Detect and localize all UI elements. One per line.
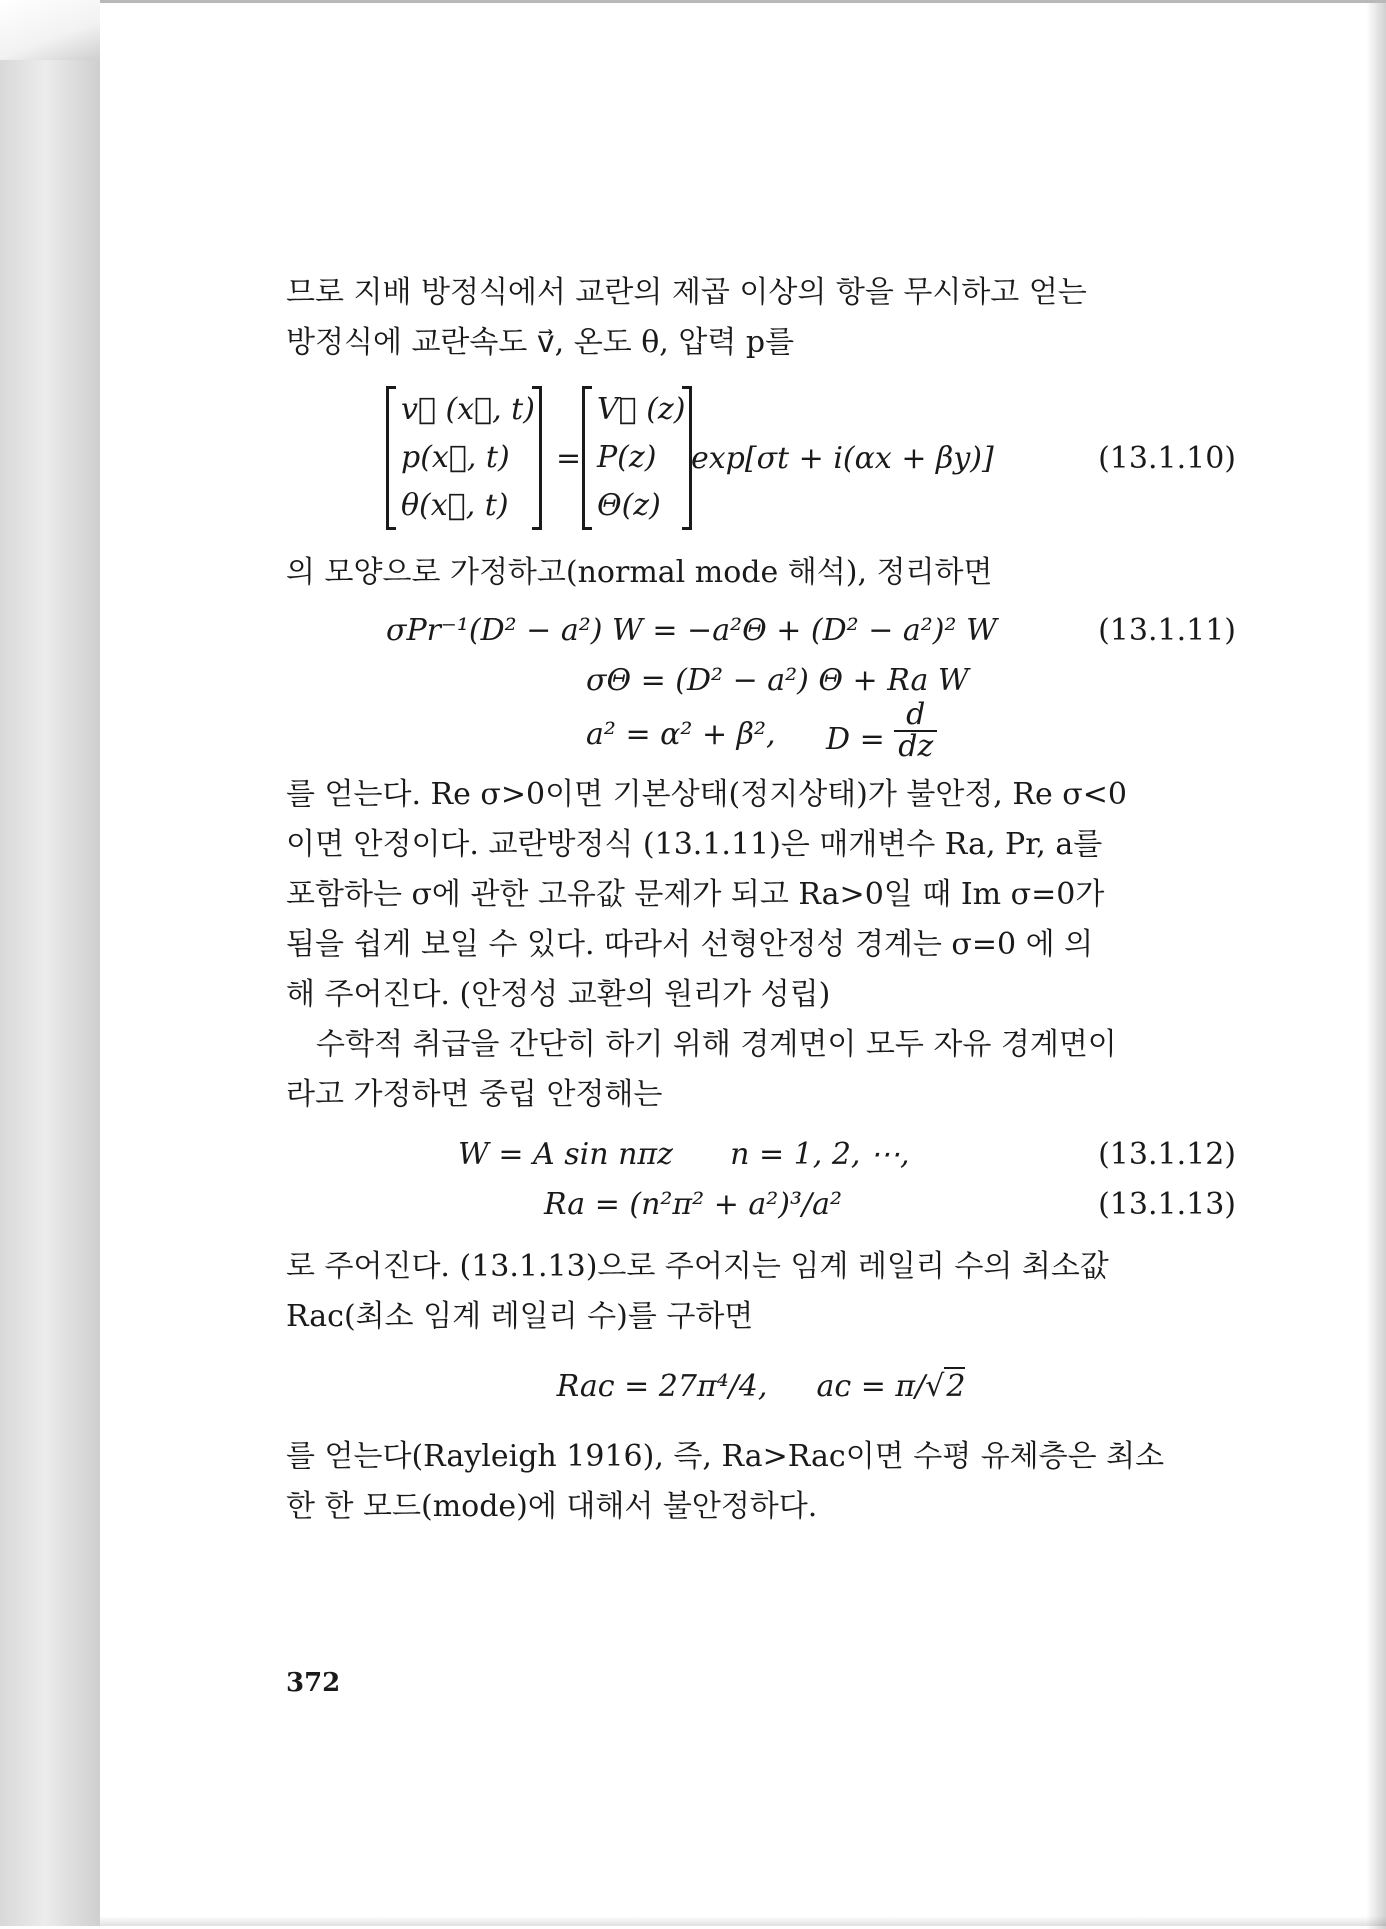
- paragraph-3-line-5: 해 주어진다. (안정성 교환의 원리가 성립): [286, 977, 831, 1012]
- paragraph-1-line-2: 방정식에 교란속도 v⃗, 온도 θ, 압력 p를: [286, 325, 795, 360]
- sqrt-radicand: 2: [946, 1369, 966, 1404]
- equation-13-1-11-line-2: σΘ = (D² − a²) Θ + Ra W: [586, 663, 969, 698]
- equation-13-1-11-line-3-right: [826, 697, 937, 772]
- left-matrix-row: θ(x⃗, t): [401, 488, 509, 523]
- paragraph-6-line-1: 를 얻는다(Rayleigh 1916), 즉, Ra>Raᴄ이면 수평 유체층은 최소: [286, 1439, 1165, 1474]
- derivative-operator-lhs: D =: [826, 722, 885, 757]
- fraction-numerator: d: [894, 700, 937, 732]
- page-content: [286, 268, 1236, 1532]
- paragraph-2: 의 모양으로 가정하고(normal mode 해석), 정리하면: [286, 555, 993, 590]
- page-right-shadow: [1366, 3, 1386, 1929]
- equation-13-1-13: Ra = (n²π² + a²)³/a²: [544, 1187, 843, 1222]
- critical-rayleigh-lhs: Raᴄ = 27π⁴/4,: [556, 1369, 768, 1404]
- paragraph-3-line-3: 포함하는 σ에 관한 고유값 문제가 되고 Ra>0일 때 Im σ=0가: [286, 877, 1105, 912]
- exponential-term: exp[σt + i(αx + βy)]: [691, 441, 994, 476]
- book-top-bevel: [0, 0, 100, 60]
- derivative-fraction: [894, 697, 937, 764]
- equation-number: (13.1.13): [1098, 1187, 1236, 1222]
- paragraph-4-line-1: 수학적 취급을 간단히 하기 위해 경계면이 모두 자유 경계면이: [316, 1027, 1117, 1062]
- equation-13-1-12: W = A sin nπz n = 1, 2, ⋯,: [458, 1137, 910, 1172]
- paragraph-5-line-1: 로 주어진다. (13.1.13)으로 주어지는 임계 레일리 수의 최소값: [286, 1249, 1109, 1284]
- right-matrix-row: P(z): [597, 440, 657, 475]
- left-matrix-row: p(x⃗, t): [401, 440, 510, 475]
- equation-number: (13.1.12): [1098, 1137, 1236, 1172]
- equals-sign: =: [556, 441, 582, 476]
- critical-wavenumber-prefix: aᴄ = π/√: [816, 1369, 945, 1404]
- equation-13-1-12-13-group: [286, 1130, 1236, 1234]
- book-spine-edge: [0, 0, 102, 1926]
- equation-13-1-10: [286, 378, 1236, 538]
- paragraph-3-line-2: 이면 안정이다. 교란방정식 (13.1.11)은 매개변수 Ra, Pr, a를: [286, 827, 1103, 862]
- paragraph-6-line-2: 한 한 모드(mode)에 대해서 불안정하다.: [286, 1489, 818, 1524]
- equation-number: (13.1.10): [1098, 441, 1236, 476]
- paragraph-4-line-2: 라고 가정하면 중립 안정해는: [286, 1077, 663, 1112]
- paragraph-1-line-1: 므로 지배 방정식에서 교란의 제곱 이상의 항을 무시하고 얻는: [286, 275, 1087, 310]
- equation-13-1-11-group: [286, 606, 1236, 766]
- page-bottom-shadow: [100, 1916, 1386, 1926]
- equation-13-1-11-line-3-left: a² = α² + β²,: [586, 717, 776, 752]
- equation-13-1-11-line-1: σPr⁻¹(D² − a²) W = −a²Θ + (D² − a²)² W: [386, 613, 997, 648]
- paragraph-5-line-2: Raᴄ(최소 임계 레일리 수)를 구하면: [286, 1299, 754, 1334]
- paragraph-3-line-4: 됨을 쉽게 보일 수 있다. 따라서 선형안정성 경계는 σ=0 에 의: [286, 927, 1094, 962]
- page-number: 372: [286, 1668, 341, 1698]
- right-matrix-row: Θ(z): [597, 488, 661, 523]
- paragraph-3-line-1: 를 얻는다. Re σ>0이면 기본상태(정지상태)가 불안정, Re σ<0: [286, 777, 1127, 812]
- right-matrix: [582, 386, 692, 530]
- critical-rayleigh-equation: [286, 1362, 1236, 1412]
- left-matrix: [386, 386, 542, 530]
- equation-number: (13.1.11): [1098, 613, 1236, 648]
- right-matrix-row: V⃗ (z): [597, 392, 686, 427]
- left-matrix-row: v⃗ (x⃗, t): [401, 392, 535, 427]
- fraction-denominator: dz: [898, 729, 934, 764]
